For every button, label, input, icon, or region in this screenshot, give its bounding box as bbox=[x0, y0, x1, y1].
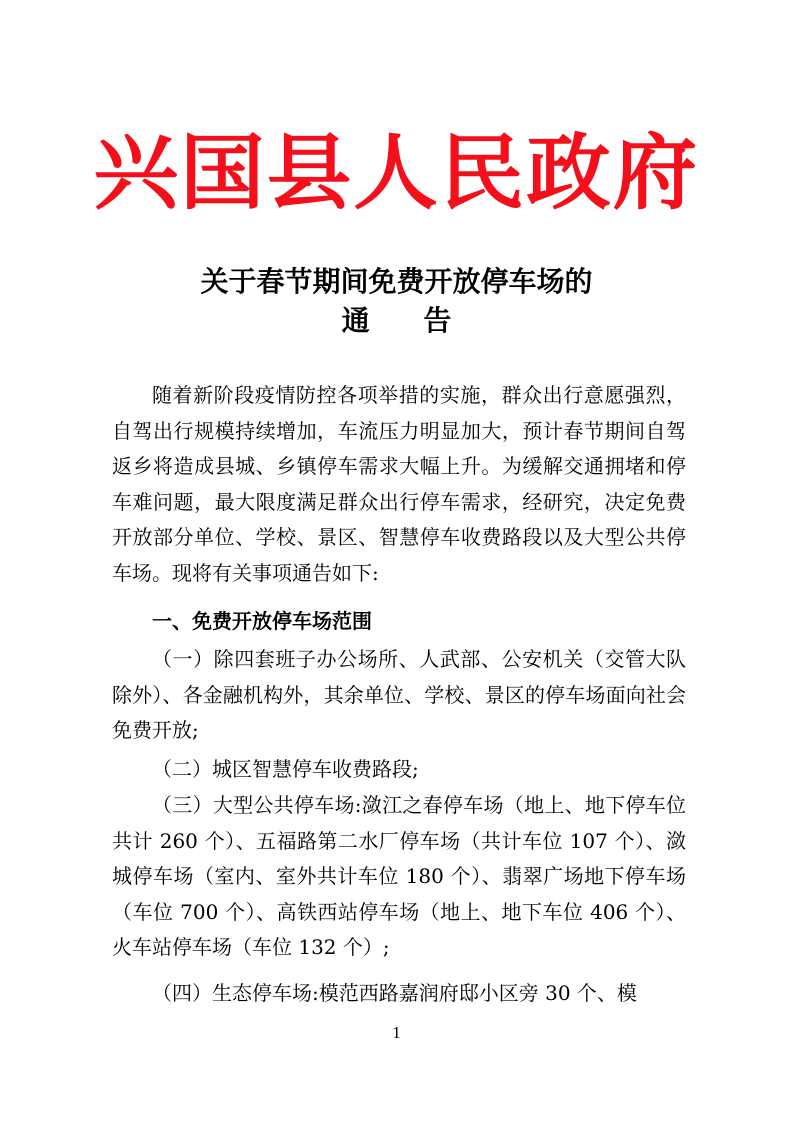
notice-title-line-1: 关于春节期间免费开放停车场的 bbox=[200, 265, 593, 298]
section-1-item-2: （二）城区智慧停车收费路段; bbox=[152, 757, 419, 781]
section-1-item-3: （三）大型公共停车场:潋江之春停车场（地上、地下停车位共计 260 个）、五福路第二水厂停车场（共计车位 107 个）、潋城停车场（室内、室外共计车位 180 个）、翡翠广场地下停车场（车位 700 个）、高铁西站停车场（地上、地下车位 406 个）、火车站停车场（车位 132 个）; bbox=[112, 793, 686, 959]
page-number: 1 bbox=[392, 1023, 401, 1042]
section-1-heading: 一、免费开放停车场范围 bbox=[152, 609, 372, 633]
section-1-item-4: （四）生态停车场:模范西路嘉润府邸小区旁 30 个、模 bbox=[152, 981, 637, 1005]
intro-paragraph: 随着新阶段疫情防控各项举措的实施，群众出行意愿强烈，自驾出行规模持续增加，车流压力明显加大，预计春节期间自驾返乡将造成县城、乡镇停车需求大幅上升。为缓解交通拥堵和停车难问题，最大限度满足群众出行停车需求，经研究，决定免费开放部分单位、学校、景区、智慧停车收费路段以及大型公共停车场。现将有关事项通告如下: bbox=[112, 383, 686, 585]
masthead-title: 兴国县人民政府 bbox=[93, 125, 700, 221]
section-1-item-1: （一）除四套班子办公场所、人武部、公安机关（交管大队除外）、各金融机构外，其余单位、学校、景区的停车场面向社会免费开放; bbox=[112, 647, 686, 742]
notice-title-line-2: 通 告 bbox=[341, 304, 474, 337]
